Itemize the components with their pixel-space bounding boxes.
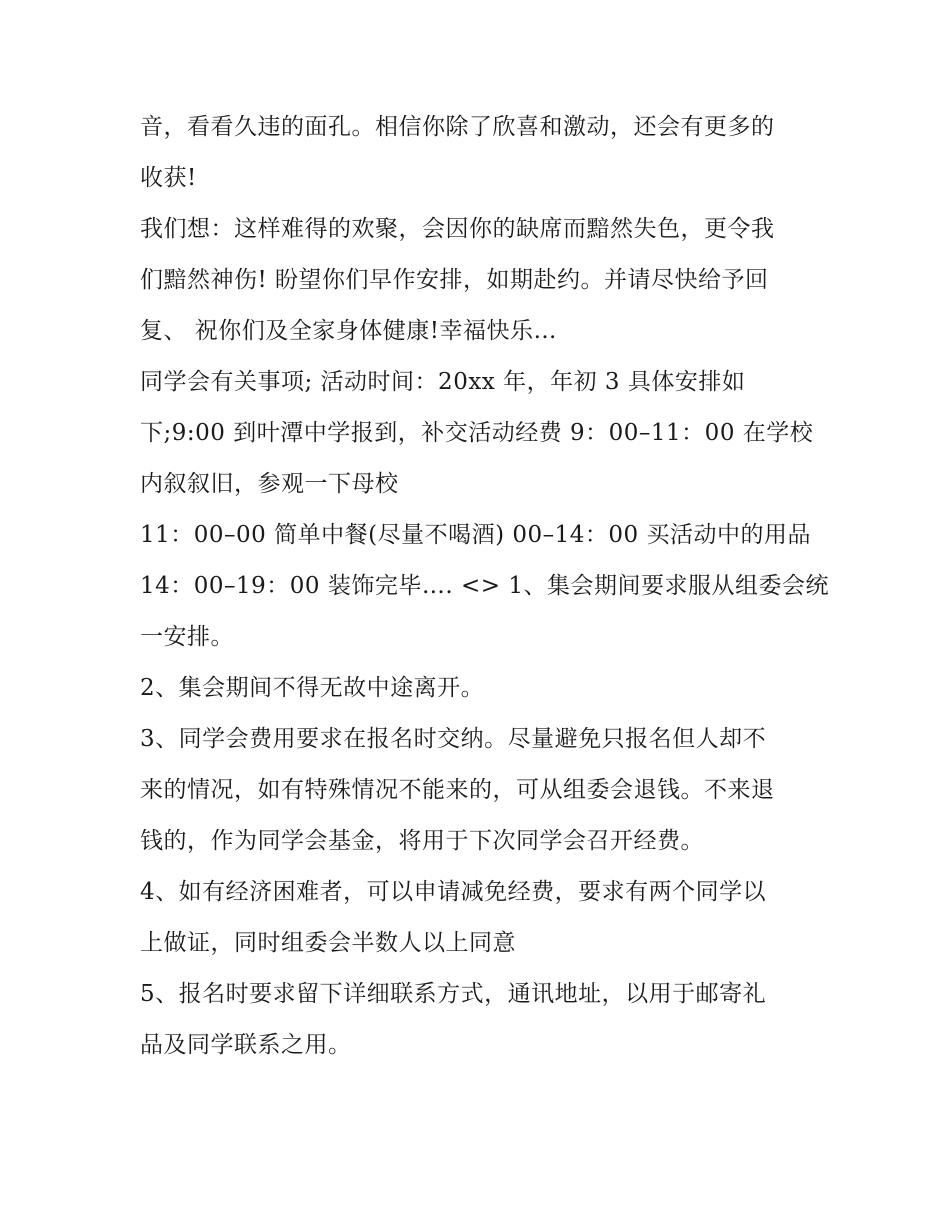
- text-line-9: 11：00–00 简单中餐(尽量不喝酒) 00–14：00 买活动中的用品: [140, 522, 811, 548]
- text-line-8: 内叙叙旧，参观一下母校: [140, 471, 399, 497]
- text-line-3: 我们想：这样难得的欢聚，会因你的缺席而黯然失色，更令我: [140, 216, 775, 242]
- text-line-15: 钱的，作为同学会基金，将用于下次同学会召开经费。: [140, 828, 704, 854]
- text-line-10: 14：00–19：00 装饰完毕…. <> 1、集会期间要求服从组委会统: [140, 573, 829, 599]
- text-line-7: 下;9:00 到叶潭中学报到，补交活动经费 9：00–11：00 在学校: [140, 420, 814, 446]
- text-line-2: 收获!: [140, 165, 197, 191]
- text-line-14: 来的情况，如有特殊情况不能来的，可从组委会退钱。不来退: [140, 777, 775, 803]
- text-line-1: 音，看看久违的面孔。相信你除了欣喜和激动，还会有更多的: [140, 114, 775, 140]
- text-line-6: 同学会有关事项; 活动时间：20xx 年，年初 3 具体安排如: [140, 369, 746, 395]
- text-line-13: 3、同学会费用要求在报名时交纳。尽量避免只报名但人却不: [140, 726, 767, 752]
- text-line-16: 4、如有经济困难者，可以申请减免经费，要求有两个同学以: [140, 879, 767, 905]
- text-line-11: 一安排。: [140, 624, 234, 650]
- text-line-5: 复、 祝你们及全家身体健康!幸福快乐…: [140, 318, 558, 344]
- document-body: [140, 102, 829, 1071]
- text-line-19: 品及同学联系之用。: [140, 1032, 352, 1058]
- text-line-4: 们黯然神伤! 盼望你们早作安排，如期赴约。并请尽快给予回: [140, 267, 769, 293]
- text-line-12: 2、集会期间不得无故中途离开。: [140, 675, 485, 701]
- text-line-18: 5、报名时要求留下详细联系方式，通讯地址，以用于邮寄礼: [140, 981, 767, 1007]
- text-line-17: 上做证，同时组委会半数人以上同意: [140, 930, 516, 956]
